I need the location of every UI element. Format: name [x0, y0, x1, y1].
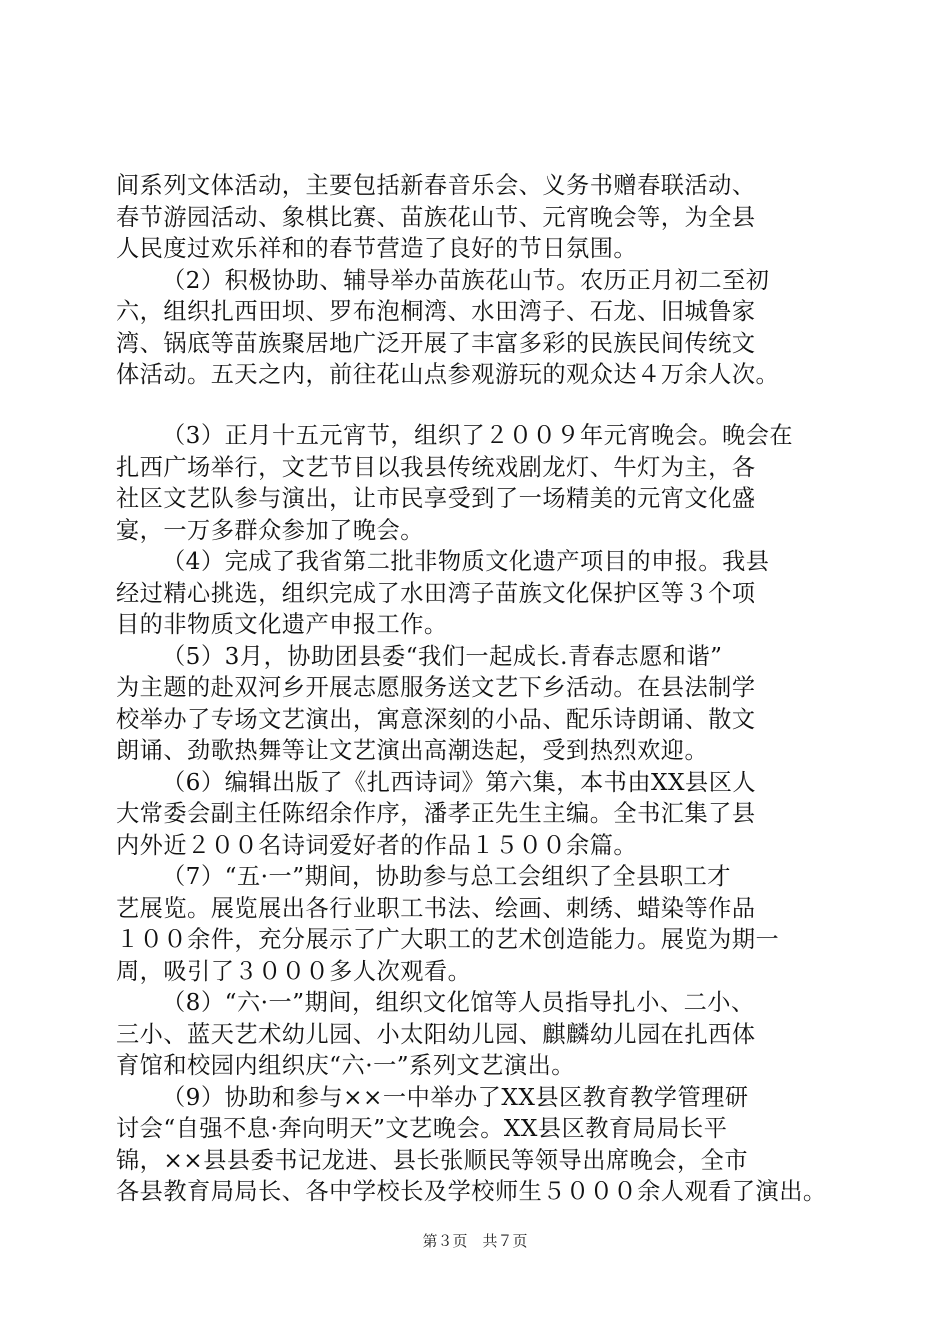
paragraph-item-7-start: （7）“五·一”期间，协助参与总工会组织了全县职工才 — [162, 863, 731, 890]
text-line: 为主题的赴双河乡开展志愿服务送文艺下乡活动。在县法制学 — [116, 674, 756, 701]
paragraph-item-5-start: （5）3月，协助团县委“我们一起成长.青春志愿和谐” — [162, 642, 723, 670]
text-line: 扎西广场举行，文艺节目以我县传统戏剧龙灯、牛灯为主，各 — [116, 453, 756, 481]
text-line: 目的非物质文化遗产申报工作。 — [116, 611, 448, 638]
text-line: 春节游园活动、象棋比赛、苗族花山节、元宵晚会等，为全县 — [116, 203, 756, 231]
text-line: 社区文艺队参与演出，让市民享受到了一场精美的元宵文化盛 — [116, 485, 756, 512]
text-line: 大常委会副主任陈绍余作序，潘孝正先生主编。全书汇集了县 — [116, 800, 756, 827]
paragraph-item-2-start: （2）积极协助、辅导举办苗族花山节。农历正月初二至初 — [162, 266, 770, 294]
text-line: 宴，一万多群众参加了晚会。 — [116, 516, 424, 544]
text-line: 校举办了专场文艺演出，寓意深刻的小品、配乐诗朗诵、散文 — [116, 705, 756, 733]
text-line: 经过精心挑选，组织完成了水田湾子苗族文化保护区等３个项 — [116, 579, 756, 607]
page-number-footer: 第３页 共７页 — [422, 1232, 528, 1250]
text-line: 朗诵、劲歌热舞等让文艺演出高潮迭起，受到热烈欢迎。 — [116, 737, 709, 764]
paragraph-item-4-start: （4）完成了我省第二批非物质文化遗产项目的申报。我县 — [162, 548, 770, 575]
text-block-continuation — [116, 170, 846, 391]
text-line: 艺展览。展览展出各行业职工书法、绘画、刺绣、蜡染等作品 — [116, 894, 756, 922]
text-line: 三小、蓝天艺术幼儿园、小太阳幼儿园、麒麟幼儿园在扎西体 — [116, 1020, 756, 1048]
text-line: 间系列文体活动，主要包括新春音乐会、义务书赠春联活动、 — [116, 172, 756, 199]
text-line: 育馆和校园内组织庆“六·一”系列文艺演出。 — [116, 1052, 575, 1079]
text-block-main — [116, 420, 846, 1208]
text-line: 周，吸引了３０００多人次观看。 — [116, 957, 472, 985]
text-line: 讨会“自强不息·奔向明天”文艺晚会。XX县区教育局局长平 — [116, 1115, 728, 1142]
text-line: 锦，××县县委书记龙进、县长张顺民等领导出席晚会，全市 — [116, 1146, 749, 1174]
paragraph-item-3-start: （3）正月十五元宵节，组织了２００９年元宵晚会。晚会在 — [162, 422, 794, 449]
text-line: 六，组织扎西田坝、罗布泡桐湾、水田湾子、石龙、旧城鲁家 — [116, 298, 756, 325]
text-line: １００余件，充分展示了广大职工的艺术创造能力。展览为期一 — [116, 926, 780, 953]
paragraph-item-8-start: （8）“六·一”期间，组织文化馆等人员指导扎小、二小、 — [162, 989, 755, 1016]
text-line: 人民度过欢乐祥和的春节营造了良好的节日氛围。 — [116, 235, 638, 262]
text-line: 体活动。五天之内，前往花山点参观游玩的观众达４万余人次。 — [116, 361, 780, 388]
paragraph-item-9-start: （9）协助和参与××一中举办了XX县区教育教学管理研 — [162, 1083, 749, 1111]
text-line: 湾、锅底等苗族聚居地广泛开展了丰富多彩的民族民间传统文 — [116, 329, 756, 357]
paragraph-item-6-start: （6）编辑出版了《扎西诗词》第六集，本书由XX县区人 — [162, 768, 757, 796]
text-line: 内外近２００名诗词爱好者的作品１５００余篇。 — [116, 831, 638, 859]
text-line: 各县教育局局长、各中学校长及学校师生５０００余人观看了演出。 — [116, 1178, 827, 1205]
